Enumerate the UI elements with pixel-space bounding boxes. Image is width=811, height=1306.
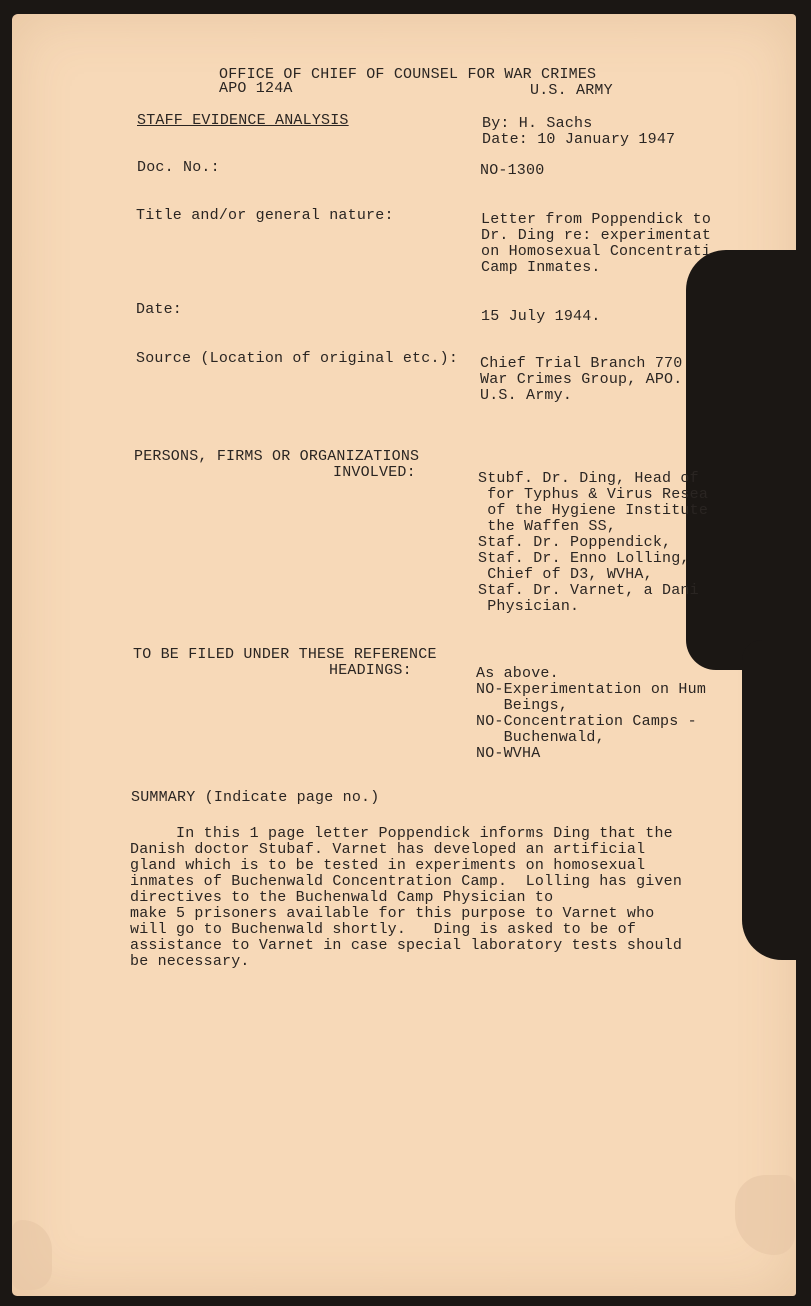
summary-label: SUMMARY (Indicate page no.) — [131, 789, 380, 806]
date-label: Date: — [136, 301, 183, 318]
person-line: the Waffen SS, — [478, 518, 617, 535]
analyst: By: H. Sachs — [482, 115, 593, 132]
title-line: Camp Inmates. — [481, 259, 601, 276]
summary-line: inmates of Buchenwald Concentration Camp. Lolling has given — [130, 873, 683, 890]
person-line: Staf. Dr. Poppendick, — [478, 534, 672, 551]
source-line: Chief Trial Branch 770 — [480, 355, 683, 372]
source-label: Source (Location of original etc.): — [136, 350, 459, 367]
source-line: U.S. Army. — [480, 387, 573, 404]
reference-label: TO BE FILED UNDER THESE REFERENCE — [133, 646, 437, 663]
doc-no-label: Doc. No.: — [137, 159, 220, 176]
summary-line: be necessary. — [130, 953, 250, 970]
person-line: Chief of D3, WVHA, — [478, 566, 653, 583]
persons-label: PERSONS, FIRMS OR ORGANIZATIONS — [134, 448, 420, 465]
summary-line: Danish doctor Stubaf. Varnet has developed an artificial — [130, 841, 646, 858]
summary-line: make 5 prisoners available for this purpose to Varnet who — [130, 905, 655, 922]
reference-line: As above. — [476, 665, 559, 682]
person-line: for Typhus & Virus Resea — [478, 486, 709, 503]
reference-line: NO-Experimentation on Hum — [476, 681, 707, 698]
summary-line: directives to the Buchenwald Camp Physician to — [130, 889, 554, 906]
title-line: on Homosexual Concentrati — [481, 243, 712, 260]
doc-no-value: NO-1300 — [480, 162, 545, 179]
apo-number: APO 124A — [219, 80, 293, 97]
torn-edge — [686, 250, 811, 670]
person-line: Staf. Dr. Varnet, a Dani — [478, 582, 699, 599]
person-line: Staf. Dr. Enno Lolling, — [478, 550, 690, 567]
analysis-heading: STAFF EVIDENCE ANALYSIS — [137, 112, 349, 129]
person-line: of the Hygiene Institute — [478, 502, 709, 519]
office-heading: OFFICE OF CHIEF OF COUNSEL FOR WAR CRIMES — [219, 66, 597, 83]
summary-line: assistance to Varnet in case special laboratory tests should — [130, 937, 683, 954]
reference-line: Beings, — [476, 697, 569, 714]
title-line: Dr. Ding re: experimentat — [481, 227, 712, 244]
person-line: Physician. — [478, 598, 580, 615]
title-label: Title and/or general nature: — [136, 207, 394, 224]
persons-label-2: INVOLVED: — [333, 464, 416, 481]
person-line: Stubf. Dr. Ding, Head of — [478, 470, 699, 487]
reference-label-2: HEADINGS: — [329, 662, 412, 679]
army-label: U.S. ARMY — [530, 82, 613, 99]
summary-line: In this 1 page letter Poppendick informs Ding that the — [130, 825, 673, 842]
summary-line: will go to Buchenwald shortly. Ding is asked to be of — [130, 921, 637, 938]
date-value: 15 July 1944. — [481, 308, 601, 325]
analysis-date: Date: 10 January 1947 — [482, 131, 676, 148]
reference-line: NO-Concentration Camps - — [476, 713, 697, 730]
title-line: Letter from Poppendick to — [481, 211, 712, 228]
reference-line: Buchenwald, — [476, 729, 605, 746]
reference-line: NO-WVHA — [476, 745, 541, 762]
source-line: War Crimes Group, APO. — [480, 371, 683, 388]
summary-line: gland which is to be tested in experiments on homosexual — [130, 857, 646, 874]
torn-edge-lower — [742, 640, 811, 960]
